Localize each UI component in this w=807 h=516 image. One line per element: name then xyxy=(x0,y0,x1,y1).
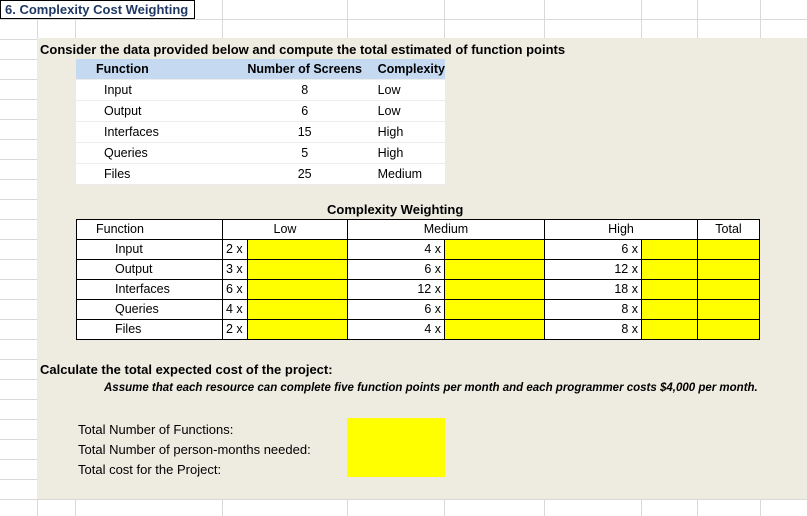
weighting-row-function: Interfaces xyxy=(76,279,223,300)
high-multiplier: 8 x xyxy=(544,319,642,340)
table-row xyxy=(76,122,445,143)
person-months-label: Total Number of person-months needed: xyxy=(78,442,311,457)
table-row xyxy=(76,101,445,122)
low-multiplier: 2 x xyxy=(222,319,248,340)
low-multiplier: 4 x xyxy=(222,299,248,320)
high-multiplier: 6 x xyxy=(544,239,642,260)
function-data-table xyxy=(76,59,445,185)
header-complexity: Complexity xyxy=(366,59,445,80)
low-multiplier: 2 x xyxy=(222,239,248,260)
cell-complexity[interactable]: High xyxy=(366,122,445,143)
high-input-cell[interactable] xyxy=(641,279,698,300)
high-multiplier: 12 x xyxy=(544,259,642,280)
total-input-cell[interactable] xyxy=(697,319,760,340)
cell-complexity[interactable]: High xyxy=(366,143,445,164)
cell-screens[interactable]: 5 xyxy=(244,143,366,164)
weighting-title: Complexity Weighting xyxy=(327,202,464,217)
high-input-cell[interactable] xyxy=(641,239,698,260)
medium-multiplier: 12 x xyxy=(347,279,445,300)
weighting-header-high: High xyxy=(544,219,698,240)
low-multiplier: 6 x xyxy=(222,279,248,300)
cell-function[interactable]: Queries xyxy=(76,143,244,164)
cell-complexity[interactable]: Low xyxy=(366,101,445,122)
total-input-cell[interactable] xyxy=(697,259,760,280)
high-input-cell[interactable] xyxy=(641,299,698,320)
high-multiplier: 18 x xyxy=(544,279,642,300)
weighting-header-low: Low xyxy=(222,219,348,240)
medium-multiplier: 6 x xyxy=(347,259,445,280)
cost-heading: Calculate the total expected cost of the project: xyxy=(40,362,333,377)
low-input-cell[interactable] xyxy=(247,239,348,260)
medium-input-cell[interactable] xyxy=(444,259,545,280)
low-input-cell[interactable] xyxy=(247,299,348,320)
cell-screens[interactable]: 15 xyxy=(244,122,366,143)
medium-input-cell[interactable] xyxy=(444,319,545,340)
total-input-cell[interactable] xyxy=(697,239,760,260)
weighting-row-function: Input xyxy=(76,239,223,260)
medium-multiplier: 6 x xyxy=(347,299,445,320)
medium-input-cell[interactable] xyxy=(444,299,545,320)
weighting-header-total: Total xyxy=(697,219,760,240)
table-header-row xyxy=(76,59,445,80)
medium-multiplier: 4 x xyxy=(347,319,445,340)
weighting-row-function: Output xyxy=(76,259,223,280)
cell-screens[interactable]: 8 xyxy=(244,80,366,101)
weighting-row-function: Queries xyxy=(76,299,223,320)
low-input-cell[interactable] xyxy=(247,259,348,280)
medium-input-cell[interactable] xyxy=(444,279,545,300)
cell-function[interactable]: Input xyxy=(76,80,244,101)
high-input-cell[interactable] xyxy=(641,259,698,280)
cell-screens[interactable]: 6 xyxy=(244,101,366,122)
cell-function[interactable]: Files xyxy=(76,164,244,185)
table-row xyxy=(76,143,445,164)
cell-complexity[interactable]: Low xyxy=(366,80,445,101)
low-input-cell[interactable] xyxy=(247,319,348,340)
sheet-title: 6. Complexity Cost Weighting xyxy=(0,0,195,19)
weighting-header-function: Function xyxy=(76,219,223,240)
total-input-cell[interactable] xyxy=(697,299,760,320)
high-input-cell[interactable] xyxy=(641,319,698,340)
weighting-header-medium: Medium xyxy=(347,219,545,240)
intro-text: Consider the data provided below and compute the total estimated of function points xyxy=(40,42,566,57)
total-functions-label: Total Number of Functions: xyxy=(78,422,234,437)
cell-screens[interactable]: 25 xyxy=(244,164,366,185)
low-multiplier: 3 x xyxy=(222,259,248,280)
cell-function[interactable]: Interfaces xyxy=(76,122,244,143)
header-function: Function xyxy=(76,59,244,80)
header-screens: Number of Screens xyxy=(244,59,366,80)
total-cost-label: Total cost for the Project: xyxy=(78,462,222,477)
low-input-cell[interactable] xyxy=(247,279,348,300)
cost-assumption: Assume that each resource can complete five function points per month and each programmer costs $4,000 per month. xyxy=(104,382,758,394)
table-row xyxy=(76,164,445,185)
medium-multiplier: 4 x xyxy=(347,239,445,260)
total-input-cell[interactable] xyxy=(697,279,760,300)
high-multiplier: 8 x xyxy=(544,299,642,320)
answer-input-cells[interactable] xyxy=(347,418,445,477)
table-row xyxy=(76,80,445,101)
cell-complexity[interactable]: Medium xyxy=(366,164,445,185)
cell-function[interactable]: Output xyxy=(76,101,244,122)
weighting-row-function: Files xyxy=(76,319,223,340)
medium-input-cell[interactable] xyxy=(444,239,545,260)
